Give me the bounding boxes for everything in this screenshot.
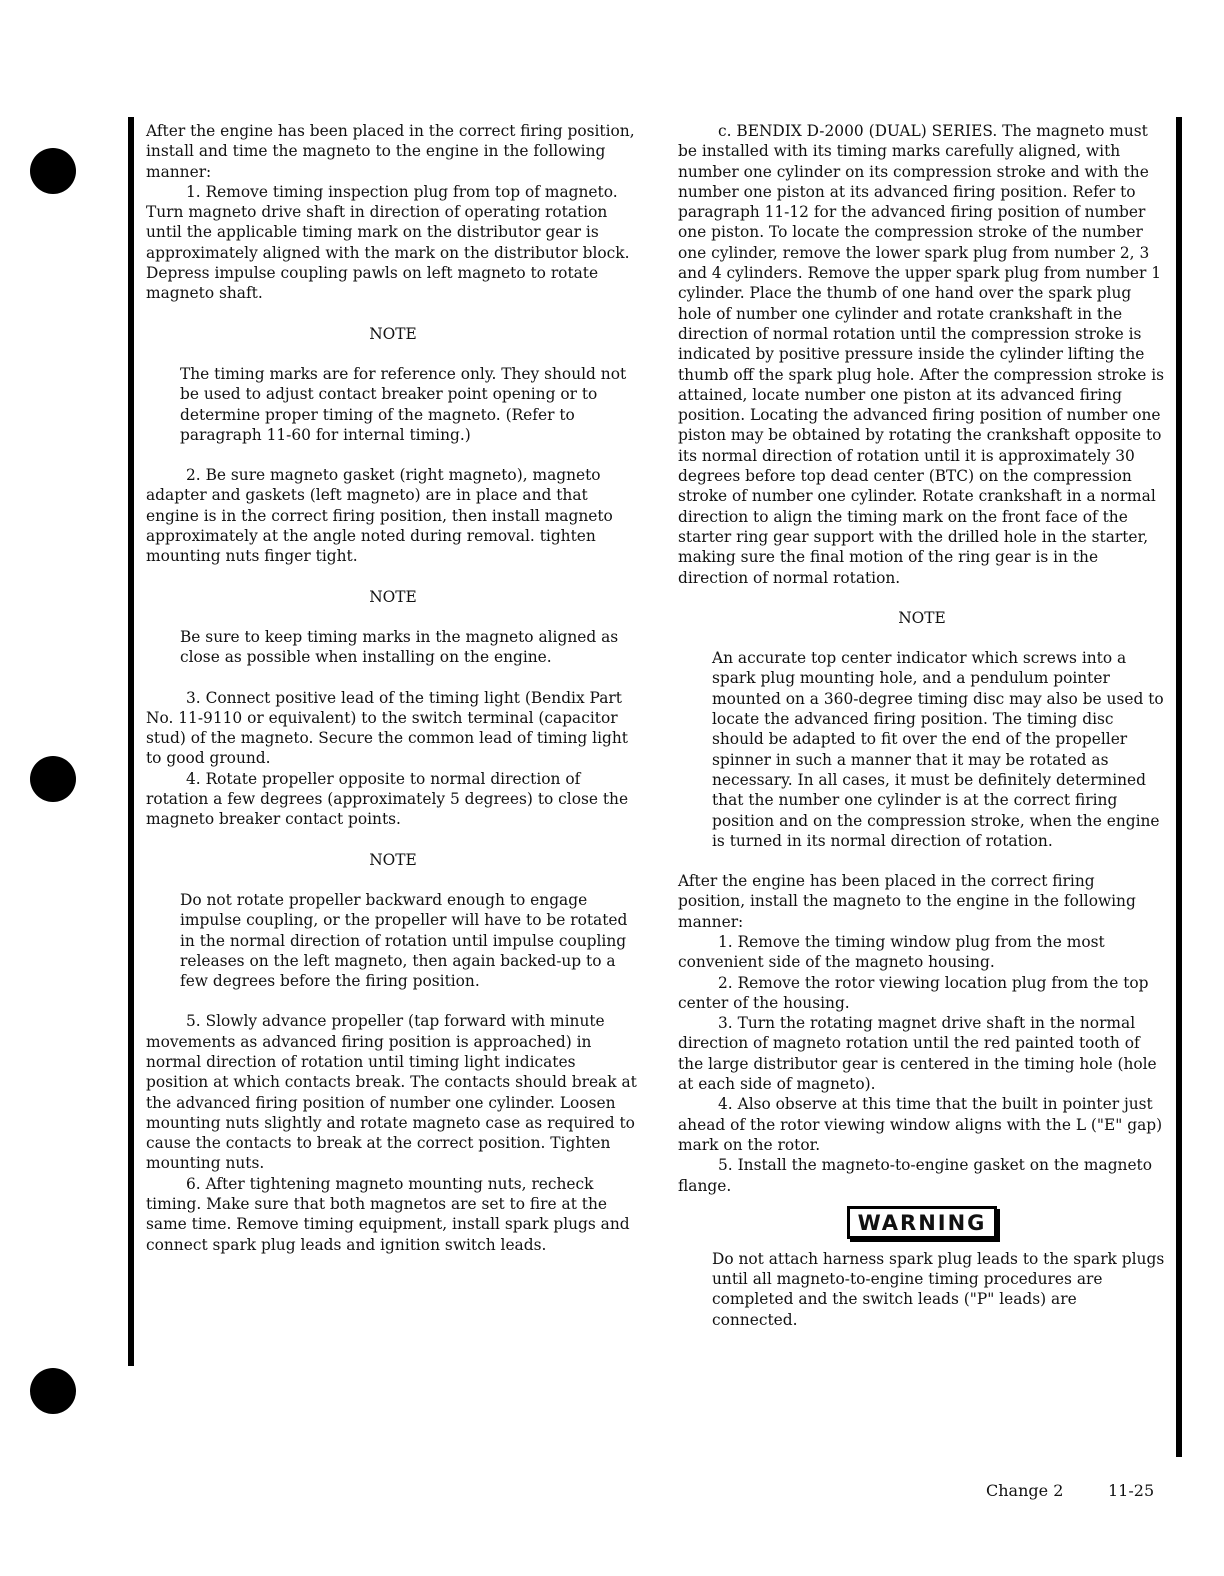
left-column <box>146 121 640 1255</box>
step-4: 4. Rotate propeller opposite to normal direction of rotation a few degrees (approximately 5 degrees) to close the magneto breaker contact points. <box>146 769 629 829</box>
step-4: 4. Also observe at this time that the built in pointer just ahead of the rotor viewing window aligns with the L ("E" gap) mark on the rotor. <box>678 1095 1163 1154</box>
warning-body: Do not attach harness spark plug leads to the spark plugs until all magneto-to-engine timing procedures are completed and the switch leads ("P" leads) are connected. <box>712 1249 1165 1329</box>
step-2: 2. Be sure magneto gasket (right magneto), magneto adapter and gaskets (left magneto) are in place and that engine is in the correct firing position, then install magneto approximately at the angle noted during removal. tighten mounting nuts finger tight. <box>146 466 613 566</box>
step-3: 3. Turn the rotating magnet drive shaft in the normal direction of magneto rotation until the red painted tooth of the large distributor gear is centered in the timing hole (hole at each side of magneto). <box>678 1014 1157 1094</box>
step-5: 5. Slowly advance propeller (tap forward with minute movements as advanced firing position is approached) in normal direction of rotation until timing light indicates position at which contacts break. The contacts should break at the advanced firing position of number one cylinder. Loosen mounting nuts slightly and rotate magneto case as required to cause the contacts to break at the correct position. Tighten mounting nuts. <box>146 1012 637 1173</box>
right-column <box>678 121 1166 1330</box>
note-heading: NOTE <box>369 587 417 606</box>
note-heading: NOTE <box>369 324 417 343</box>
step-3: 3. Connect positive lead of the timing light (Bendix Part No. 11-9110 or equivalent) to the switch terminal (capacitor stud) of the magneto. Secure the common lead of timing light to good ground. <box>146 688 628 768</box>
change-bar-left <box>128 117 134 1366</box>
binder-hole-bottom <box>30 1368 76 1414</box>
after-paragraph: After the engine has been placed in the correct firing position, install the magneto to the engine in the following manner: <box>678 872 1136 931</box>
section-c-paragraph: c. BENDIX D-2000 (DUAL) SERIES. The magneto must be installed with its timing marks carefully aligned, with number one cylinder on its compression stroke and with the number one piston at its advanced firing position. Refer to paragraph 11-12 for the advanced firing position of number one piston. To locate the compression stroke of the number one cylinder, remove the lower spark plug from number 2, 3 and 4 cylinders. Remove the upper spark plug from number 1 cylinder. Place the thumb of one hand over the spark plug hole of number one cylinder and rotate crankshaft in the direction of normal rotation until the compression stroke is indicated by positive pressure inside the cylinder lifting the thumb off the spark plug hole. After the compression stroke is attained, locate number one piston at its advanced firing position. Locating the advanced firing position of number one piston may be obtained by rotating the crankshaft opposite to its normal direction of rotation until it is approximately 30 degrees before top dead center (BTC) on the compression stroke of number one cylinder. Rotate crankshaft in a normal direction to align the timing mark on the front face of the starter ring gear support with the drilled hole in the starter, making sure the final motion of the ring gear is in the direction of normal rotation. <box>678 122 1165 587</box>
binder-hole-top <box>30 148 76 194</box>
step-6: 6. After tightening magneto mounting nuts, recheck timing. Make sure that both magnetos are set to fire at the same time. Remove timing equipment, install spark plugs and connect spark plug leads and ignition switch leads. <box>146 1174 630 1254</box>
page-number: 11-25 <box>1108 1481 1155 1500</box>
step-1: 1. Remove the timing window plug from the most convenient side of the magneto housing. <box>678 932 1105 972</box>
step-2: 2. Remove the rotor viewing location plug from the top center of the housing. <box>678 973 1149 1012</box>
note-body: The timing marks are for reference only. They should not be used to adjust contact breaker point opening or to determine proper timing of the magneto. (Refer to paragraph 11-60 for internal timing.) <box>180 364 627 444</box>
note-heading: NOTE <box>898 608 946 627</box>
note-heading: NOTE <box>369 850 417 869</box>
change-label: Change 2 <box>986 1481 1064 1500</box>
note-body: An accurate top center indicator which screws into a spark plug mounting hole, and a pendulum pointer mounted on a 360-degree timing disc may also be used to locate the advanced firing position. The timing disc should be adapted to fit over the end of the propeller spinner in such a manner that it may be rotated as necessary. In all cases, it must be definitely determined that the number one cylinder is at the correct firing position and on the compression stroke, when the engine is turned in its normal direction of rotation. <box>712 649 1164 850</box>
note-body: Be sure to keep timing marks in the magneto aligned as close as possible when installing on the engine. <box>180 627 619 667</box>
step-5: 5. Install the magneto-to-engine gasket on the magneto flange. <box>678 1156 1153 1195</box>
warning-label: WARNING <box>847 1206 998 1239</box>
binder-hole-middle <box>30 756 76 802</box>
intro-paragraph: After the engine has been placed in the correct firing position, install and time the magneto to the engine in the following manner: <box>146 122 635 181</box>
change-bar-right <box>1176 117 1182 1457</box>
step-1: 1. Remove timing inspection plug from top of magneto. Turn magneto drive shaft in direction of operating rotation until the applicable timing mark on the distributor gear is approximately aligned with the mark on the distributor block. Depress impulse coupling pawls on left magneto to rotate magneto shaft. <box>146 182 630 303</box>
note-body: Do not rotate propeller backward enough to engage impulse coupling, or the propeller will have to be rotated in the normal direction of rotation until impulse coupling releases on the left magneto, then again backed-up to a few degrees before the firing position. <box>180 890 628 991</box>
